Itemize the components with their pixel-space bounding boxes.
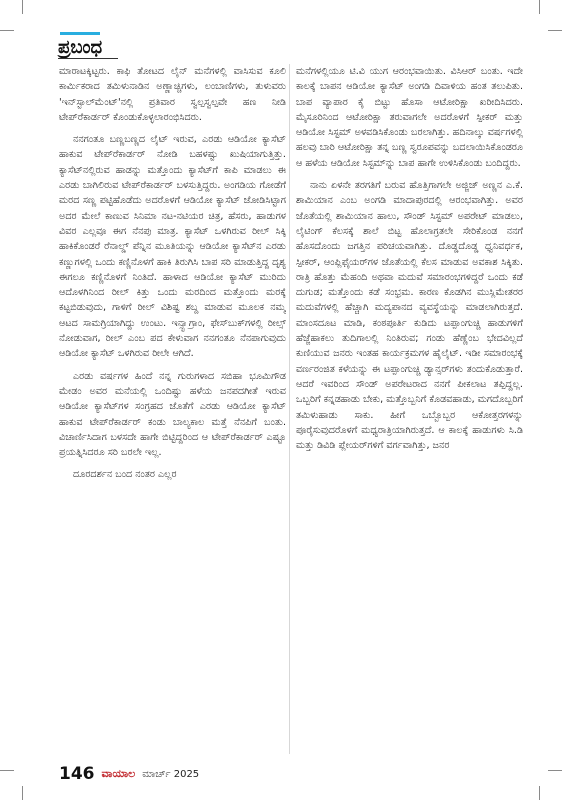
- issue-date: ಮಾರ್ಚ್ 2025: [142, 768, 200, 780]
- crop-mark: [539, 0, 540, 14]
- section-title: ಪ್ರಬಂಧ: [58, 37, 103, 58]
- article-column-left: [59, 64, 286, 764]
- section-accent-bar: [60, 32, 100, 35]
- paragraph: ಮನೆಗಳಲ್ಲಿಯೂ ಟಿ.ವಿ ಯುಗ ಆರಂಭವಾಯಿತು. ವಿಸಿಆರ್ ಬಂತು. ಇದೇ ಕಾಲಕ್ಕೆ ಬಾಪನ ಆಡಿಯೋ ಕ್ಯಾಸೆಟ್ ಅಂಗಡಿ ದಿವಾಳಿಯ ಹಂತ ತಲುಪಿತು. ಬಾಪ ವ್ಯಾಪಾರ ಕೈ ಬಿಟ್ಟು ಹೊಸಾ ಆಟೋರಿಕ್ಷಾ ಖರೀದಿಸಿದರು. ಮೈಸೂರಿನಿಂದ ಆಟೋರಿಕ್ಷಾ ತರುವಾಗಲೇ ಅದರೊಳಗೆ ಸ್ಪೀಕರ್ ಮತ್ತು ಆಡಿಯೋ ಸಿಸ್ಟಮ್ ಅಳವಡಿಸಿಕೊಂಡು ಬರಲಾಗಿತ್ತು. ಹದಿನಾಲ್ಕು ವರ್ಷಗಳಲ್ಲಿ ಹಲವು ಬಾರಿ ಆಟೋರಿಕ್ಷಾ ತನ್ನ ಬಣ್ಣ ಸ್ವರೂಪವನ್ನು ಬದಲಾಯಿಸಿಕೊಂಡರೂ ಆ ಹಳೆಯ ಆಡಿಯೋ ಸಿಸ್ಟಮ್‌ನ್ನು ಬಾಪ ಹಾಗೇ ಉಳಿಸಿಕೊಂಡು ಬಂದಿದ್ದರು.: [296, 66, 523, 169]
- crop-mark: [22, 0, 23, 14]
- crop-mark: [548, 770, 562, 771]
- page-number: 146: [59, 764, 95, 784]
- crop-mark: [548, 30, 562, 31]
- paragraph: ಎರಡು ವರ್ಷಗಳ ಹಿಂದೆ ನನ್ನ ಗುರುಗಳಾದ ಸಬಿಹಾ ಭೂಮಿಗೌಡ ಮೇಡಂ ಅವರ ಮನೆಯಲ್ಲಿ ಒಂದಿಷ್ಟು ಹಳೆಯ ಜನಪದಗೀತೆ ಇರುವ ಆಡಿಯೋ ಕ್ಯಾಸೆಟ್‌ಗಳ ಸಂಗ್ರಹದ ಜೊತೆಗೆ ಎರಡು ಆಡಿಯೋ ಕ್ಯಾಸೆಟ್ ಹಾಕುವ ಟೇಪ್‌ರೆಕಾರ್ಡರ್ ಕಂಡು ಬಾಲ್ಯಕಾಲ ಮತ್ತೆ ನೆನಪಿಗೆ ಬಂತು. ವಿಚಾರ್ಣಿಸಿದಾಗ ಬಳಸದೇ ಹಾಗೇ ಬಿಟ್ಟಿದ್ದರಿಂದ ಆ ಟೇಪ್‌ರೆಕಾರ್ಡರ್ ಎಷ್ಟೂ ಪ್ರಯತ್ನಿಸಿದರೂ ಸರಿ ಬರಲೇ ಇಲ್ಲ.: [59, 370, 286, 459]
- section-title-underline: [58, 58, 118, 59]
- magazine-logo: ವಾಯಾಲ: [101, 767, 136, 780]
- column-divider: [289, 64, 290, 754]
- crop-mark: [0, 30, 14, 31]
- crop-mark: [22, 786, 23, 800]
- paragraph: ಮಾರಾಟಕ್ಕಿಟ್ಟರು. ಕಾಫಿ ತೋಟದ ಲೈನ್ ಮನೆಗಳಲ್ಲಿ ವಾಸಿಸುವ ಕೂಲಿ ಕಾರ್ಮಿಕರಾದ ತಮಿಳುನಾಡಿನ ಅಣ್ಣಾಚ್ಚಿಗಳು, ಲಂಬಾಣಿಗಳು, ತುಳುವರು 'ಇನ್‌ಸ್ಟಾಲ್‌ಮೆಂಟ್'ನಲ್ಲಿ ಪ್ರತಿವಾರ ಸ್ವಲ್ಪಸ್ವಲ್ಪವೇ ಹಣ ನೀಡಿ ಟೇಪ್‌ರೆಕಾರ್ಡರ್ ಕೊಂಡುಕೊಳ್ಳಲಾರಂಭಿಸಿದರು.: [59, 66, 286, 123]
- crop-mark: [539, 786, 540, 800]
- page-footer: [59, 763, 199, 785]
- crop-mark: [0, 770, 14, 771]
- article-column-right: [296, 64, 523, 764]
- paragraph: ದೂರದರ್ಶನ ಬಂದ ನಂತರ ಎಲ್ಲರ: [73, 469, 177, 481]
- paragraph: ನನಗಂತೂ ಬಣ್ಣಬಣ್ಣದ ಲೈಟ್ ಇರುವ, ಎರಡು ಆಡಿಯೋ ಕ್ಯಾಸೆಟ್ ಹಾಕುವ ಟೇಪ್‌ರೆಕಾರ್ಡರ್ ನೋಡಿ ಬಹಳಷ್ಟು ಖುಷಿಯಾಗುತ್ತಿತ್ತು. ಕ್ಯಾಸೆಟ್‌ನಲ್ಲಿರುವ ಹಾಡನ್ನು ಮತ್ತೊಂದು ಕ್ಯಾಸೆಟ್‌ಗೆ ಕಾಪಿ ಮಾಡಲು ಈ ಎರಡು ಬಾಗಿಲಿರುವ ಟೇಪ್‌ರೆಕಾರ್ಡರ್ ಬಳಸುತ್ತಿದ್ದರು. ಅಂಗಡಿಯ ಗೋಡೆಗೆ ಮರದ ಸಣ್ಣ ಪಟ್ಟಿಹೊಡೆದು ಅದರೊಳಗೆ ಆಡಿಯೋ ಕ್ಯಾಸೆಟ್ ಜೋಡಿಸಿಟ್ಟಾಗ ಅದರ ಮೇಲೆ ಕಾಣುವ ಸಿನಿಮಾ ನಟ-ನಟಿಯರ ಚಿತ್ರ, ಹೆಸರು, ಹಾಡುಗಳ ವಿವರ ಎಲ್ಲವೂ ಈಗ ನೆನಪು ಮಾತ್ರ. ಕ್ಯಾಸೆಟ್ ಒಳಗಿರುವ ರೀಲ್ ಸಿಕ್ಕಿ ಹಾಕಿಕೊಂಡರೆ ರೆನಾಲ್ಡ್ ಪೆನ್ನಿನ ಮೂತಿಯನ್ನು ಆಡಿಯೋ ಕ್ಯಾಸೆಟ್‌ನ ಎರಡು ಕಣ್ಣುಗಳಲ್ಲಿ ಒಂದು ಕಣ್ಣಿನೊಳಗೆ ಹಾಕಿ ತಿರುಗಿಸಿ ಬಾಪ ಸರಿ ಮಾಡುತ್ತಿದ್ದ ದೃಶ್ಯ ಈಗಲೂ ಕಣ್ಣಿನೊಳಗೆ ನಿಂತಿದೆ. ಹಾಳಾದ ಆಡಿಯೋ ಕ್ಯಾಸೆಟ್ ಮುರಿದು ಆದೊಳಗಿನಿಂದ ರೀಲ್ ಕಿತ್ತು ಒಂದು ಮರದಿಂದ ಮತ್ತೊಂದು ಮರಕ್ಕೆ ಕಟ್ಟಬಿಡುವುದು, ಗಾಳಿಗೆ ರೀಲ್ ವಿಶಿಷ್ಟ ಶಬ್ದ ಮಾಡುವ ಮೂಲಕ ನಮ್ಮ ಆಟದ ಸಾಮಗ್ರಿಯಾಗಿದ್ದು ಉಂಟು. ಇನ್ಸ್ಟಾಗ್ರಾಂ, ಫೇಸ್‌ಬುಕ್‌ಗಳಲ್ಲಿ ರೀಲ್ಸ್ ನೋಡುವಾಗ, ರೀಲ್ ಎಂಬ ಪದ ಕೇಳುವಾಗ ನನಗಂತೂ ನೆನಪಾಗುವುದು ಆಡಿಯೋ ಕ್ಯಾಸೆಟ್ ಒಳಗಿರುವ ರೀಲೇ ಆಗಿದೆ.: [59, 134, 286, 360]
- paragraph: ನಾನು ಏಳನೇ ತರಗತಿಗೆ ಬರುವ ಹೊತ್ತಿಗಾಗಲೇ ಅಜ್ಜಿಜ್ ಅಣ್ಣನ ಎ.ಕೆ. ಶಾಮಿಯಾನ ಎಂಬ ಅಂಗಡಿ ಮಾದಾಪುರದಲ್ಲಿ ಆರಂಭವಾಗಿತ್ತು. ಅವರ ಜೊತೆಯಲ್ಲಿ ಶಾಮಿಯಾನ ಹಾಲು, ಸೌಂಡ್ ಸಿಸ್ಟಮ್ ಅಪರೇಟ್ ಮಾಡಲು, ಲೈಟಿಂಗ್ ಕೆಲಸಕ್ಕೆ ಶಾಲೆ ಬಿಟ್ಟ ಹೊಲಾಗ್ರತಲೇ ಸೇರಿಕೊಂಡ ನನಗೆ ಹೊಸದೊಂದು ಜಗತ್ತಿನ ಪರಿಚಯವಾಗಿತ್ತು. ದೊಡ್ಡದೊಡ್ಡ ಧ್ವನಿವರ್ಧಕ, ಸ್ಪೀಕರ್, ಆಂಪ್ಲಿಫೈಯರ್‌ಗಳ ಜೊತೆಯಲ್ಲಿ ಕೆಲಸ ಮಾಡುವ ಅವಕಾಶ ಸಿಕ್ಕಿತು. ರಾತ್ರಿ ಹೊತ್ತು ಮೆಹಂದಿ ಅಥವಾ ಮದುವೆ ಸಮಾರಂಭಗಳಿದ್ದರೆ ಒಂದು ಕಡೆ ದುಗುಡ; ಮತ್ತೊಂದು ಕಡೆ ಸಂಭ್ರಮ. ಕಾರಣ ಕೊಡಗಿನ ಮುಸ್ಲಿಮೇತರರ ಮದುವೆಗಳಲ್ಲಿ ಹೆಚ್ಚಾಗಿ ಮದ್ಯಪಾನದ ವ್ಯವಸ್ಥೆಯನ್ನು ಮಾಡಲಾಗಿರುತ್ತದೆ. ಮಾಂಸದೂಟ ಮಾಡಿ, ಕಂಠಪೂರ್ತಿ ಕುಡಿದು ಟಪ್ಪಾಂಗುಚ್ಚಿ ಹಾಡುಗಳಿಗೆ ಹೆಜ್ಜೆಹಾಕಲು ತುದಿಗಾಲಲ್ಲಿ ನಿಂತಿರುವ; ಗಂಡು ಹೆಣ್ಣೆಂಬ ಭೇದವಿಲ್ಲದೆ ಕುಣಿಯುವ ಜನರು ಇಂತಹ ಕಾರ್ಯಕ್ರಮಗಳ ಹೈಲೈಟ್. ಇಡೀ ಸಮಾರಂಭಕ್ಕೆ ವರ್ಣರಂಜಿತ ಕಳೆಯನ್ನು ಈ ಟಪ್ಪಾಂಗುಚ್ಚಿ ಡ್ಯಾನ್ಸರ್‌ಗಳು ತಂದುಕೊಡುತ್ತಾರೆ. ಆದರೆ ಇವರಿಂದ ಸೌಂಡ್ ಅಪರೇಟರಾದ ನನಗೆ ಪೀಕಲಾಟ ತಪ್ಪಿದ್ದಲ್ಲ. ಒಬ್ಬರಿಗೆ ಕನ್ನಡಹಾಡು ಬೇಕು, ಮತ್ತೊಬ್ಬನಿಗೆ ಕೊಡವಹಾಡು, ಮಗದೊಬ್ಬರಿಗೆ ತಮಿಳುಹಾಡು ಸಾಕು. ಹೀಗೆ ಒಬ್ಬೊಬ್ಬರ ಆಕೋತ್ತರಗಳನ್ನು ಪೂರೈಸುವುದರೊಳಗೆ ಮಧ್ಯರಾತ್ರಿಯಾಗಿರುತ್ತದೆ. ಆ ಕಾಲಕ್ಕೆ ಹಾಡುಗಳು ಸಿ.ಡಿ ಮತ್ತು ಡಿವಿಡಿ ಪ್ಲೇಯರ್‌ಗಳಿಗೆ ವರ್ಗವಾಗಿತ್ತು, ಜನರ: [296, 180, 523, 452]
